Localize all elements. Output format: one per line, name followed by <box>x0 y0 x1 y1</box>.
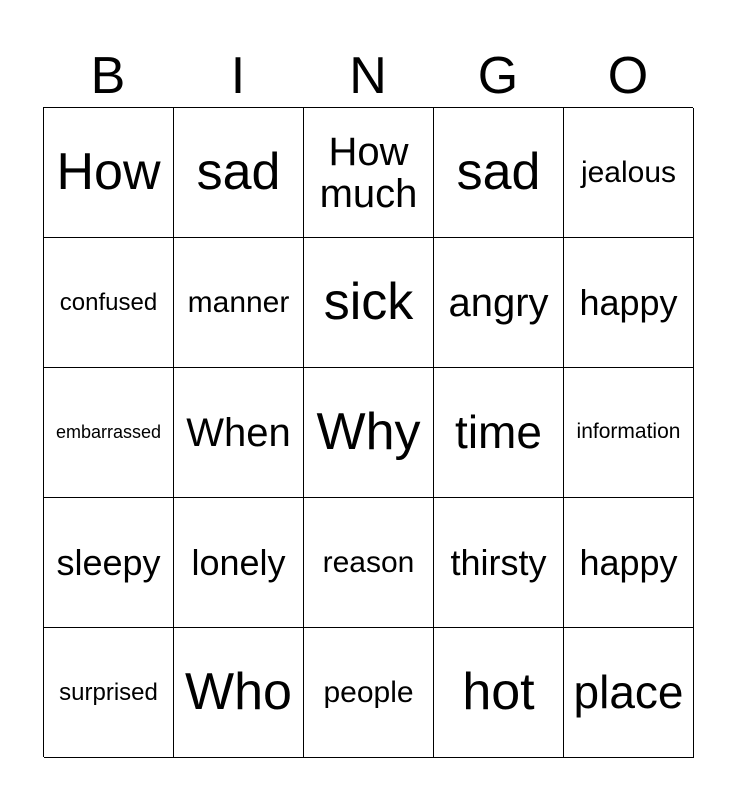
cell-word: sad <box>196 143 281 202</box>
bingo-cell[interactable] <box>564 108 694 238</box>
cell-word: happy <box>579 541 678 583</box>
cell-word: manner <box>187 285 290 319</box>
header-letter-n: N <box>349 47 387 105</box>
bingo-cell[interactable] <box>304 238 434 368</box>
cell-word: jealous <box>580 155 677 189</box>
bingo-cell[interactable] <box>304 498 434 628</box>
cell-word: confused <box>59 288 158 316</box>
cell-word: lonely <box>191 541 286 583</box>
cell-word: angry <box>448 280 549 325</box>
bingo-cell[interactable] <box>44 628 174 758</box>
bingo-cell[interactable] <box>44 108 174 238</box>
header-letter-i: I <box>230 47 246 105</box>
cell-word: information <box>576 420 681 444</box>
cell-word: happy <box>579 281 678 323</box>
bingo-cell[interactable] <box>564 628 694 758</box>
cell-word: How much <box>319 129 418 216</box>
bingo-cell[interactable] <box>564 368 694 498</box>
header-letter-o: O <box>607 47 649 105</box>
cell-word: sick <box>323 273 414 332</box>
cell-word: hot <box>462 663 535 722</box>
bingo-cell[interactable] <box>44 238 174 368</box>
cell-word: Who <box>185 663 292 722</box>
cell-word: When <box>186 410 291 455</box>
cell-word: thirsty <box>450 541 547 583</box>
cell-word: people <box>323 675 414 709</box>
cell-word: sad <box>456 143 541 202</box>
bingo-cell[interactable] <box>304 628 434 758</box>
bingo-header <box>43 46 693 106</box>
cell-word: time <box>455 406 542 459</box>
bingo-cell[interactable] <box>174 628 304 758</box>
header-letter-g: G <box>477 47 519 105</box>
header-letter-b: B <box>90 47 126 105</box>
cell-word: sleepy <box>56 541 161 583</box>
bingo-cell[interactable] <box>304 368 434 498</box>
bingo-cell[interactable] <box>174 238 304 368</box>
bingo-cell[interactable] <box>434 498 564 628</box>
bingo-cell[interactable] <box>174 108 304 238</box>
bingo-cell[interactable] <box>434 628 564 758</box>
cell-word: place <box>573 666 684 719</box>
bingo-cell[interactable] <box>434 368 564 498</box>
cell-word: embarrassed <box>55 422 162 443</box>
cell-word: reason <box>322 545 415 579</box>
cell-word: surprised <box>59 678 158 706</box>
bingo-cell[interactable] <box>564 238 694 368</box>
bingo-cell[interactable] <box>44 368 174 498</box>
bingo-cell[interactable] <box>434 108 564 238</box>
bingo-board <box>43 107 693 757</box>
bingo-cell[interactable] <box>174 368 304 498</box>
bingo-cell[interactable] <box>434 238 564 368</box>
bingo-cell[interactable] <box>174 498 304 628</box>
bingo-cell[interactable] <box>44 498 174 628</box>
bingo-cell[interactable] <box>564 498 694 628</box>
cell-word: Why <box>316 403 421 462</box>
cell-word: How <box>56 143 161 202</box>
bingo-cell[interactable] <box>304 108 434 238</box>
